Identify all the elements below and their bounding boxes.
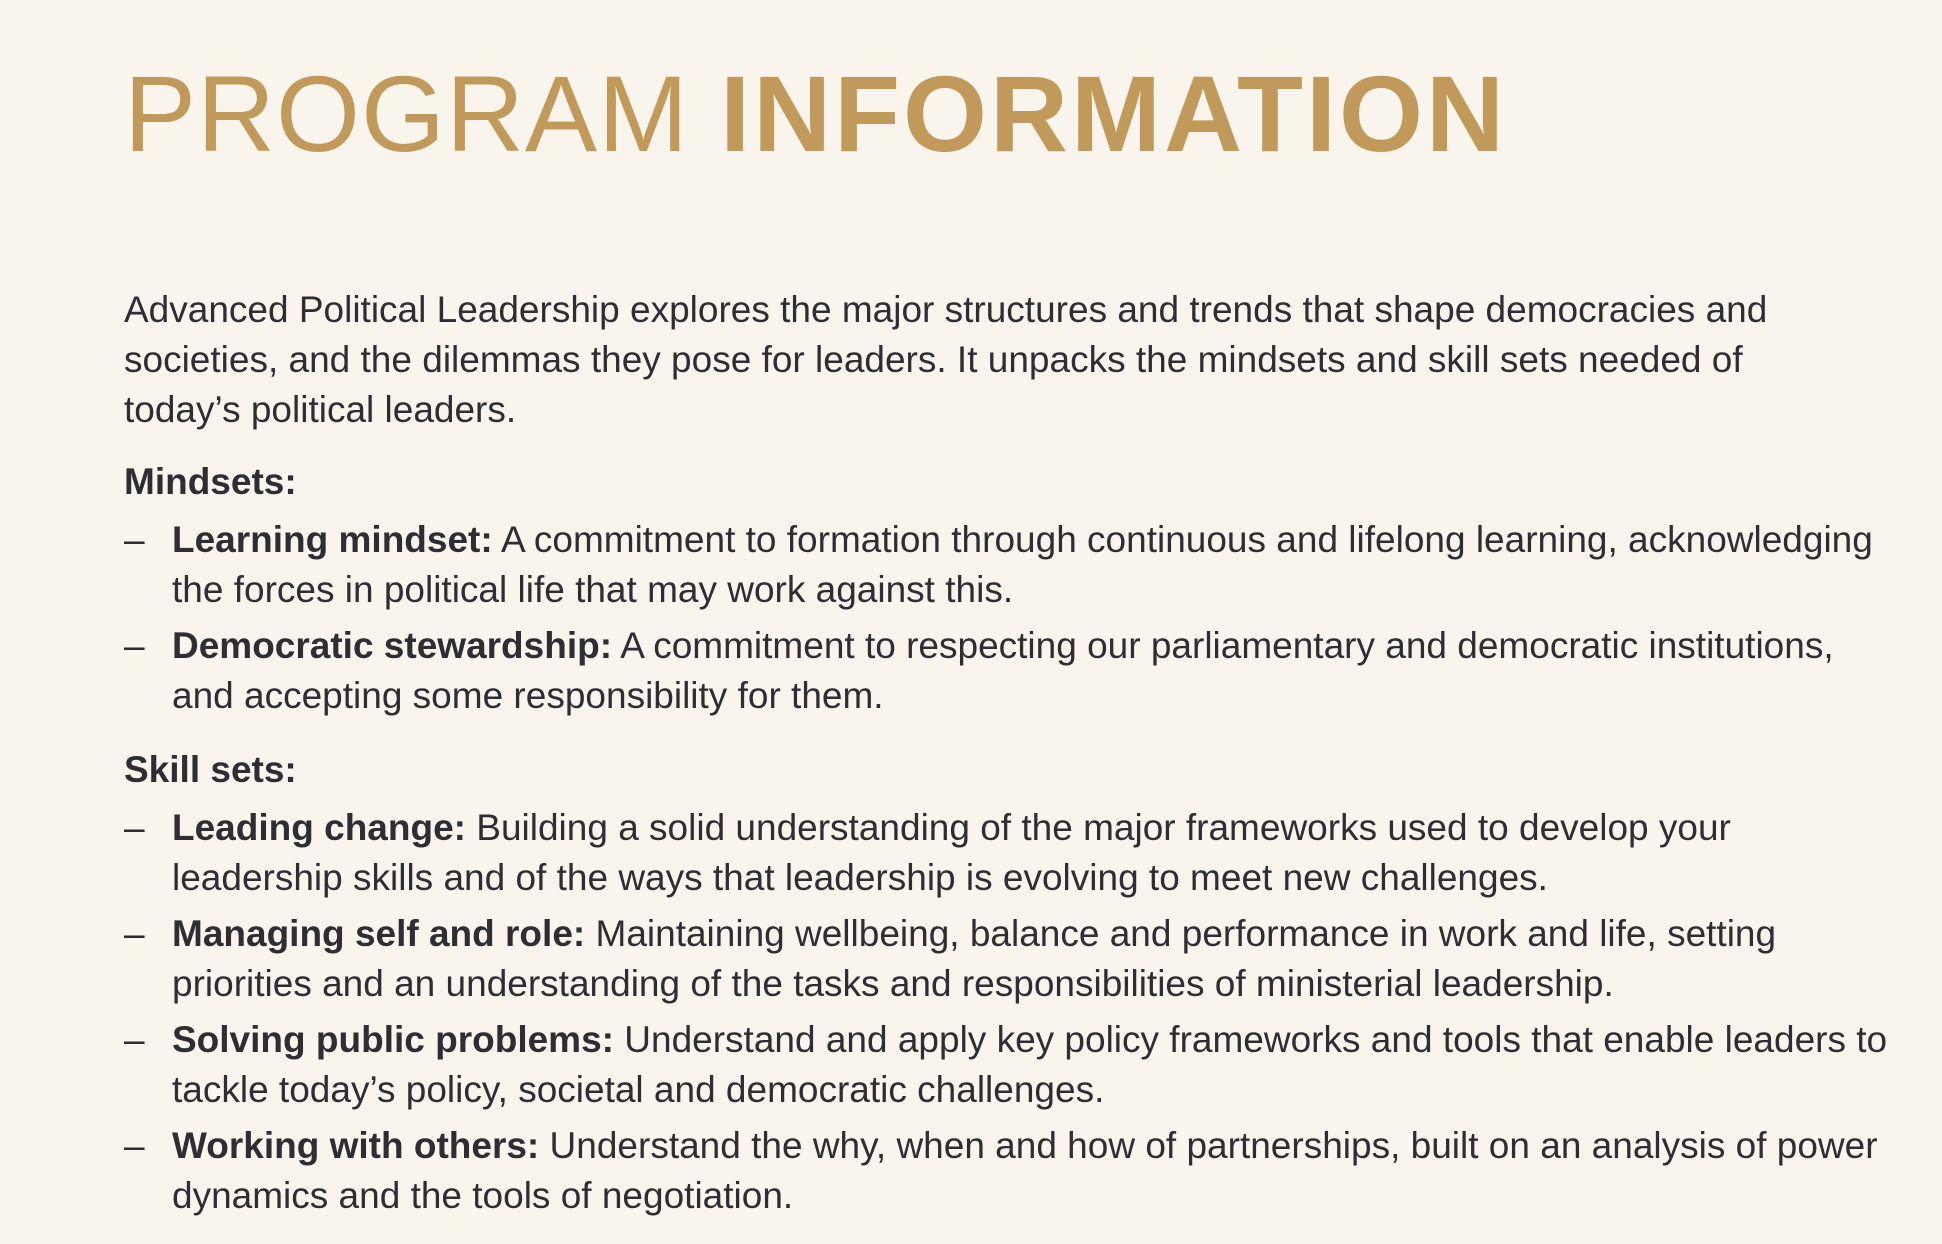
item-description: A commitment to respecting our parliamentary and democratic institutions, and accepting some responsibility for them. (172, 624, 1834, 716)
page-title (124, 53, 1842, 174)
dash-bullet: – (124, 912, 145, 954)
skill-sets-heading: Skill sets: (124, 748, 297, 790)
item-description: Building a solid understanding of the major frameworks used to develop your leadership skills and of the ways that leadership is evolving to meet new challenges. (172, 806, 1731, 898)
dash-bullet: – (124, 624, 145, 666)
item-description: A commitment to formation through continuous and lifelong learning, acknowledging the forces in political life that may work against this. (172, 518, 1873, 610)
item-description: Maintaining wellbeing, balance and performance in work and life, setting priorities and an understanding of the tasks and responsibilities of ministerial leadership. (172, 912, 1777, 1004)
item-term: Managing self and role: (172, 912, 586, 954)
item-description: Understand the why, when and how of partnerships, built on an analysis of power dynamics and the tools of negotiation. (172, 1124, 1878, 1216)
list-item-managing-self-and-role (124, 909, 1892, 1009)
item-term: Democratic stewardship: (172, 624, 613, 666)
list-item-democratic-stewardship (124, 621, 1892, 721)
intro-paragraph: Advanced Political Leadership explores the major structures and trends that shape democracies and societies, and the dilemmas they pose for leaders. It unpacks the mindsets and skill sets needed of today’s political leaders. (124, 288, 1768, 430)
item-term: Learning mindset: (172, 518, 493, 560)
skill-sets-list (124, 803, 1888, 1221)
list-item-working-with-others (124, 1121, 1892, 1221)
list-item-learning-mindset (124, 515, 1892, 615)
dash-bullet: – (124, 1124, 145, 1166)
list-item-leading-change (124, 803, 1892, 903)
item-term: Leading change: (172, 806, 466, 848)
mindsets-list (124, 515, 1873, 721)
item-term: Solving public problems: (172, 1018, 614, 1060)
mindsets-heading: Mindsets: (124, 460, 297, 502)
dash-bullet: – (124, 518, 145, 560)
item-description: Understand and apply key policy frameworks and tools that enable leaders to tackle today’s policy, societal and democratic challenges. (172, 1018, 1888, 1110)
dash-bullet: – (124, 1018, 145, 1060)
item-term: Working with others: (172, 1124, 540, 1166)
list-item-solving-public-problems (124, 1015, 1892, 1115)
dash-bullet: – (124, 806, 145, 848)
title-bold: INFORMATION (720, 53, 1507, 174)
title-light: PROGRAM (124, 53, 690, 174)
